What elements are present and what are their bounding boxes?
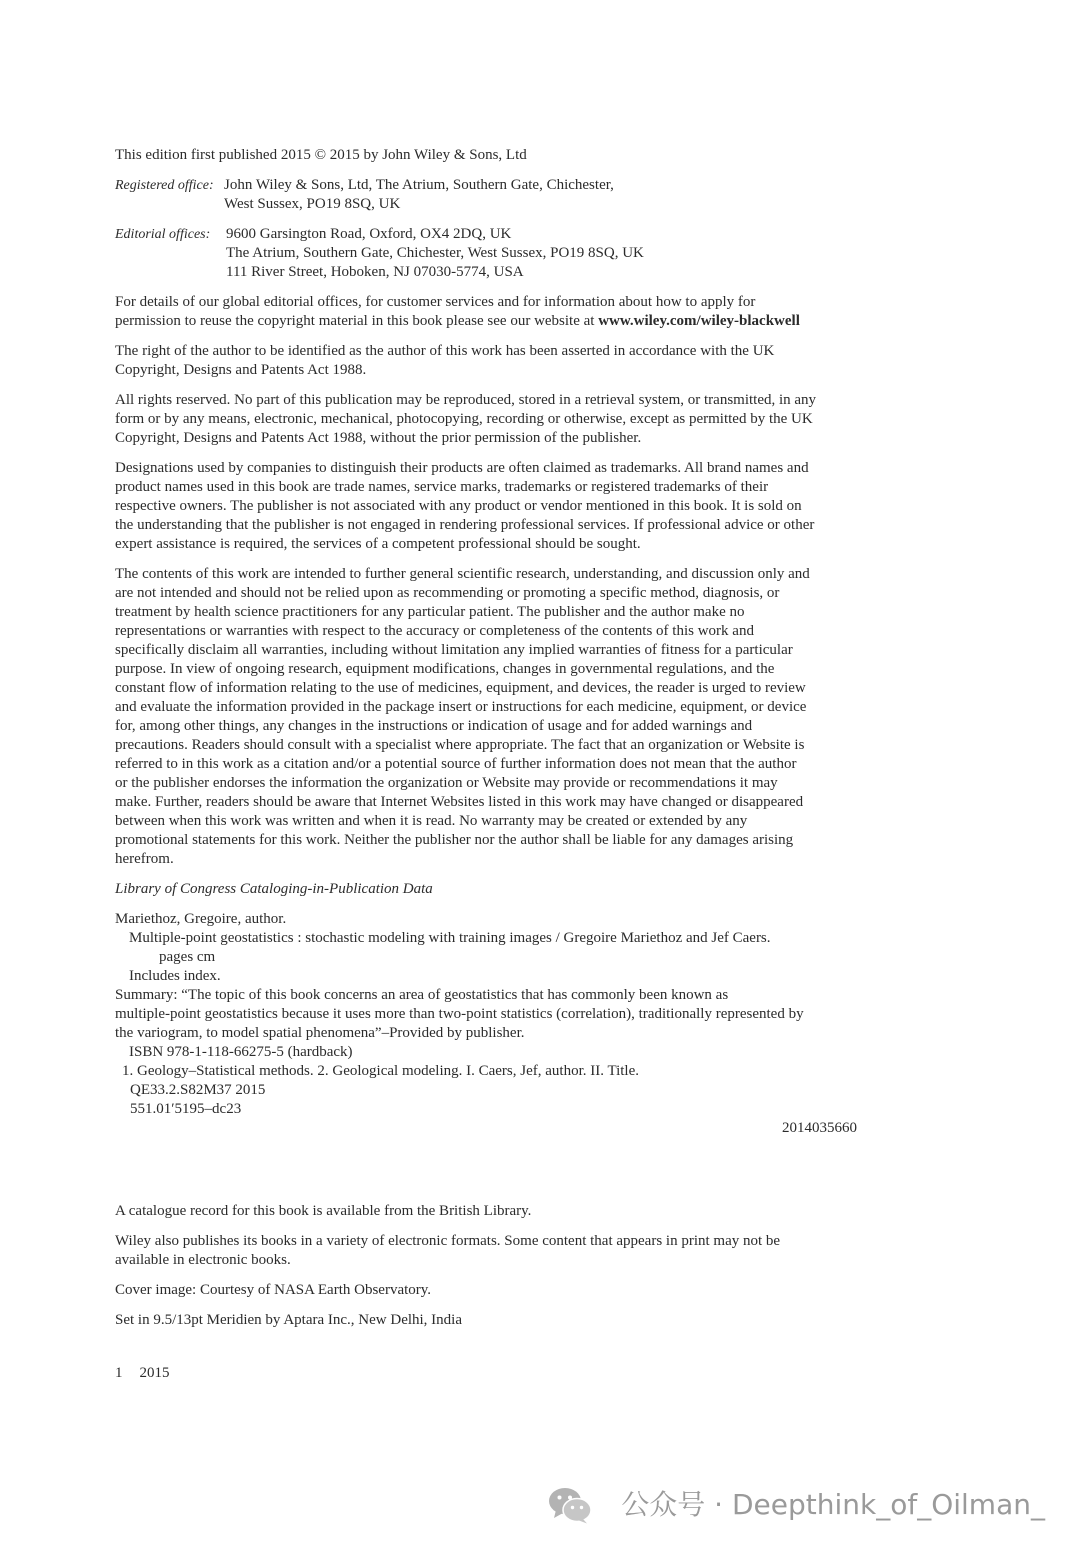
registered-office [115, 176, 875, 214]
chat-bubble-large-eye [558, 1496, 562, 1500]
contact-details [115, 293, 875, 331]
disclaimer [115, 565, 875, 869]
cip-record [115, 910, 857, 1138]
disclaimer-line: constant flow of information relating to the use of medicines, equipment, and devices, the reader is urged to review [115, 680, 806, 696]
disclaimer-line: herefrom. [115, 851, 174, 867]
disclaimer-line: representations or warranties with respect to the accuracy or completeness of the contents of this work and [115, 623, 754, 639]
chat-bubble-small-eye [571, 1506, 574, 1509]
registered-office-line: West Sussex, PO19 8SQ, UK [224, 196, 401, 212]
cip-author: Mariethoz, Gregoire, author. [115, 911, 287, 927]
rights-reserved-line: Copyright, Designs and Patents Act 1988, without the prior permission of the publisher. [115, 430, 642, 446]
cip-lc-class: QE33.2.S82M37 2015 [130, 1082, 266, 1098]
watermark [621, 1488, 1045, 1522]
rights-reserved-line: form or by any means, electronic, mechanical, photocopying, recording or otherwise, except as permitted by the UK [115, 411, 813, 427]
author-rights-line: Copyright, Designs and Patents Act 1988. [115, 362, 367, 378]
disclaimer-line: treatment by health science practitioners for any particular patient. The publisher and the author make no [115, 604, 745, 620]
cip-lccn: 2014035660 [782, 1120, 857, 1136]
cip-summary-line: the variogram, to model spatial phenomena”–Provided by publisher. [115, 1025, 525, 1041]
disclaimer-line: purpose. In view of ongoing research, equipment modifications, changes in governmental regulations, and the [115, 661, 775, 677]
editorial-offices-line: 111 River Street, Hoboken, NJ 07030-5774, USA [226, 264, 524, 280]
trademarks-notice [115, 459, 875, 554]
cip-dewey: 551.01′5195–dc23 [130, 1101, 242, 1117]
electronic-formats-line: available in electronic books. [115, 1252, 291, 1268]
chat-bubble-small-eye [580, 1506, 583, 1509]
contact-details-line: For details of our global editorial offices, for customer services and for information about how to apply for [115, 294, 756, 310]
cip-isbn: ISBN 978-1-118-66275-5 (hardback) [129, 1044, 353, 1060]
disclaimer-line: or the publisher endorses the information the organization or Website may provide or recommendations it may [115, 775, 778, 791]
chat-bubble-small [563, 1499, 591, 1522]
registered-office-label: Registered office: [115, 178, 214, 193]
editorial-offices-label: Editorial offices: [115, 227, 211, 242]
watermark-separator: · [714, 1488, 724, 1521]
disclaimer-line: between when this work was written and when it is read. No warranty may be created or extended by any [115, 813, 748, 829]
disclaimer-line: specifically disclaim all warranties, including without limitation any implied warranties of fitness for a particular [115, 642, 793, 658]
disclaimer-line: The contents of this work are intended to further general scientific research, understanding, and discussion only and [115, 566, 810, 582]
print-line [115, 1364, 875, 1383]
cover-image-block [115, 1281, 875, 1300]
disclaimer-line: make. Further, readers should be aware that Internet Websites listed in this work may have changed or disappeared [115, 794, 804, 810]
cip-summary-line: multiple-point geostatistics because it uses more than two-point statistics (correlation), traditionally represented by [115, 1006, 804, 1022]
watermark-platform: 公众号 [621, 1488, 706, 1521]
registered-office-line: John Wiley & Sons, Ltd, The Atrium, Southern Gate, Chichester, [224, 177, 614, 193]
author-rights [115, 342, 875, 380]
website-url: www.wiley.com/wiley-blackwell [598, 313, 800, 329]
british-library-notice: A catalogue record for this book is available from the British Library. [115, 1203, 532, 1219]
contact-details-text: permission to reuse the copyright material in this book please see our website at [115, 313, 595, 329]
watermark-account: Deepthink_of_Oilman_ [731, 1488, 1045, 1521]
rights-reserved [115, 391, 875, 448]
disclaimer-line: for, among other things, any changes in the instructions or indication of usage and for added warnings and [115, 718, 753, 734]
electronic-formats [115, 1232, 875, 1270]
contact-details-line [115, 312, 875, 331]
typesetting-block [115, 1311, 875, 1330]
rights-reserved-line: All rights reserved. No part of this publication may be reproduced, stored in a retrieval system, or transmitted, in any [115, 392, 817, 408]
trademarks-line: expert assistance is required, the services of a competent professional should be sought. [115, 536, 641, 552]
disclaimer-line: promotional statements for this work. Neither the publisher nor the author shall be liable for any damages arising [115, 832, 794, 848]
trademarks-line: the understanding that the publisher is not engaged in rendering professional services. If professional advice or other [115, 517, 815, 533]
author-rights-line: The right of the author to be identified as the author of this work has been asserted in accordance with the UK [115, 343, 775, 359]
cip-summary-line: Summary: “The topic of this book concerns an area of geostatistics that has commonly been known as [115, 987, 729, 1003]
wechat-icon [548, 1486, 592, 1524]
editorial-offices-line: 9600 Garsington Road, Oxford, OX4 2DQ, UK [226, 226, 512, 242]
registered-office-address [224, 176, 875, 214]
editorial-offices-addresses [224, 225, 875, 282]
print-impression: 1 [115, 1365, 123, 1381]
cip-index: Includes index. [129, 968, 221, 984]
trademarks-line: respective owners. The publisher is not associated with any product or vendor mentioned in this book. It is sold on [115, 498, 802, 514]
disclaimer-line: referred to in this work as a citation and/or a potential source of further information does not mean that the author [115, 756, 797, 772]
cip-subjects: 1. Geology–Statistical methods. 2. Geological modeling. I. Caers, Jef, author. II. Title. [122, 1063, 640, 1079]
trademarks-line: product names used in this book are trade names, service marks, trademarks or registered trademarks of their [115, 479, 769, 495]
edition-notice: This edition first published 2015 © 2015 by John Wiley & Sons, Ltd [115, 147, 527, 163]
disclaimer-line: precautions. Readers should consult with a specialist where appropriate. The fact that an organization or Website is [115, 737, 805, 753]
typesetting-credit: Set in 9.5/13pt Meridien by Aptara Inc., New Delhi, India [115, 1312, 463, 1328]
wechat-icon-graphic [548, 1486, 592, 1524]
disclaimer-line: are not intended and should not be relied upon as recommending or promoting a specific method, diagnosis, or [115, 585, 780, 601]
disclaimer-line: and evaluate the information provided in the package insert or instructions for each medicine, equipment, or device [115, 699, 807, 715]
print-line-row [115, 1364, 875, 1383]
cip-heading-block [115, 880, 875, 899]
editorial-offices [115, 225, 875, 282]
edition-notice-block [115, 146, 875, 165]
cip-pages: pages cm [159, 949, 216, 965]
trademarks-line: Designations used by companies to distinguish their products are often claimed as trademarks. All brand names and [115, 460, 809, 476]
print-year: 2015 [139, 1365, 170, 1381]
electronic-formats-line: Wiley also publishes its books in a variety of electronic formats. Some content that appears in print may not be [115, 1233, 781, 1249]
cover-image-credit: Cover image: Courtesy of NASA Earth Observatory. [115, 1282, 432, 1298]
cip-title: Multiple-point geostatistics : stochastic modeling with training images / Gregoire Mariethoz and Jef Caers. [129, 930, 771, 946]
editorial-offices-line: The Atrium, Southern Gate, Chichester, West Sussex, PO19 8SQ, UK [226, 245, 644, 261]
cip-heading: Library of Congress Cataloging-in-Publication Data [115, 881, 433, 897]
british-library-block [115, 1202, 875, 1221]
